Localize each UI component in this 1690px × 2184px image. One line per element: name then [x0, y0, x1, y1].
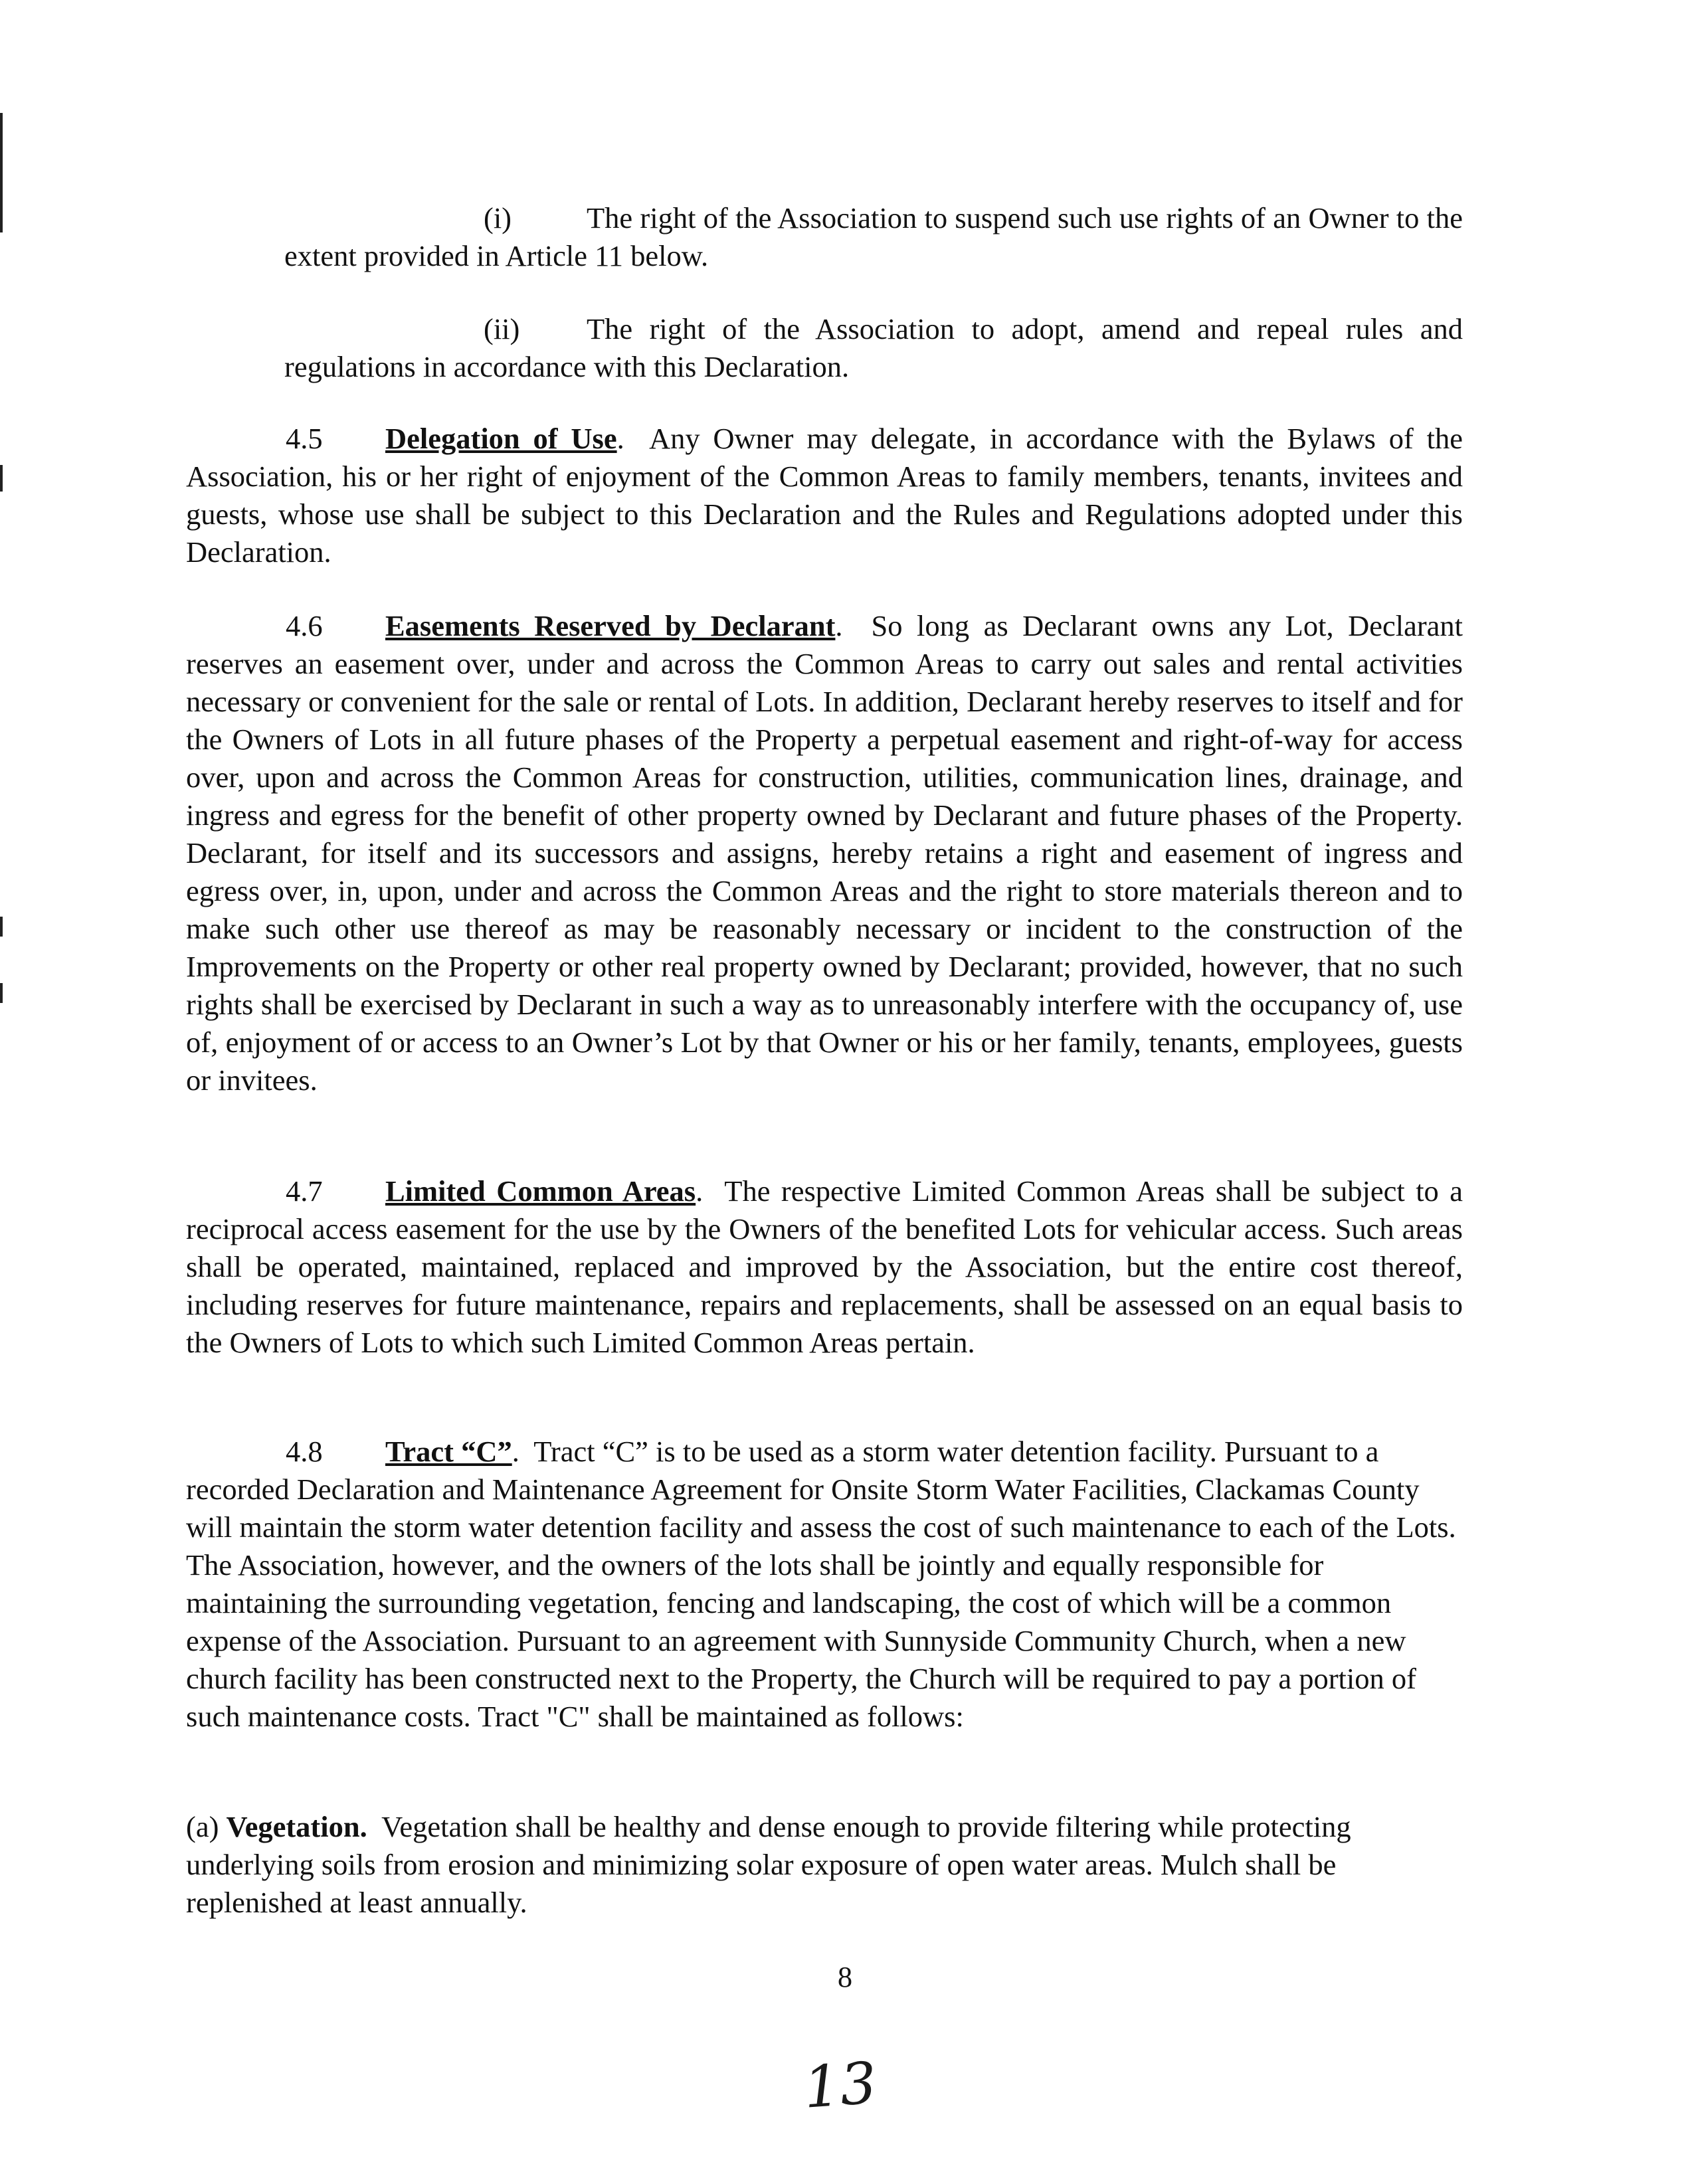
sub-item-number: (i)	[484, 201, 512, 234]
section-text: The respective Limited Common Areas shall be subject to a reciprocal access easement for the use by the Owners of the benefited Lots for vehicular access. Such areas shall be operated, maintained, replaced and improved by the Association, but the entire cost thereof, including reserves for future maintenance, repairs and replacements, shall be assessed on an equal basis to the Owners of Lots to which such Limited Common Areas pertain.	[186, 1174, 1463, 1359]
subsection-label: (a)	[186, 1810, 219, 1843]
section-number: 4.8	[286, 1435, 323, 1468]
handwritten-page-mark: 13	[801, 2050, 879, 2122]
page-number: 8	[837, 1960, 853, 1993]
section-4-8: 4.8 Tract “C”. Tract “C” is to be used as a storm water detention facility. Pursuant to a recorded Declaration and Maintenance Agreement for Onsite Storm Water Facilities, Clackamas County will maintain the storm water detention facility and assess the cost of such maintenance to each of the Lots. The Association, however, and the owners of the lots shall be jointly and equally responsible for maintaining the surrounding vegetation, fencing and landscaping, the cost of which will be a common expense of the Association. Pursuant to an agreement with Sunnyside Community Church, when a new church facility has been constructed next to the Property, the Church will be required to pay a portion of such maintenance costs. Tract "C" shall be maintained as follows:	[186, 1433, 1463, 1736]
section-4-7: 4.7 Limited Common Areas. The respective Limited Common Areas shall be subject to a reciprocal access easement for the use by the Owners of the benefited Lots for vehicular access. Such areas shall be operated, maintained, replaced and improved by the Association, but the entire cost thereof, including reserves for future maintenance, repairs and replacements, shall be assessed on an equal basis to the Owners of Lots to which such Limited Common Areas pertain.	[186, 1172, 1463, 1362]
sub-item-number: (ii)	[484, 312, 520, 345]
section-number: 4.5	[286, 422, 323, 455]
section-4-5: 4.5 Delegation of Use. Any Owner may delegate, in accordance with the Bylaws of the Association, his or her right of enjoyment of the Common Areas to family members, tenants, invitees and guests, whose use shall be subject to this Declaration and the Rules and Regulations adopted under this Declaration.	[186, 420, 1463, 571]
section-heading: Limited Common Areas	[385, 1174, 696, 1208]
subsection-text: Vegetation shall be healthy and dense enough to provide filtering while protecting underlying soils from erosion and minimizing solar exposure of open water areas. Mulch shall be replenished at least annually.	[186, 1810, 1351, 1919]
section-heading: Tract “C”	[385, 1435, 512, 1468]
section-text: Tract “C” is to be used as a storm water detention facility. Pursuant to a recorded Declaration and Maintenance Agreement for Onsite Storm Water Facilities, Clackamas County will maintain the storm water detention facility and assess the cost of such maintenance to each of the Lots. The Association, however, and the owners of the lots shall be jointly and equally responsible for maintaining the surrounding vegetation, fencing and landscaping, the cost of which will be a common expense of the Association. Pursuant to an agreement with Sunnyside Community Church, when a new church facility has been constructed next to the Property, the Church will be required to pay a portion of such maintenance costs. Tract "C" shall be maintained as follows:	[186, 1435, 1456, 1733]
scan-edge-mark	[0, 465, 3, 492]
sub-item-i	[284, 199, 1463, 275]
scan-edge-mark	[0, 983, 3, 1003]
section-heading: Easements Reserved by Declarant	[385, 609, 836, 642]
section-text: So long as Declarant owns any Lot, Declarant reserves an easement over, under and across the Common Areas to carry out sales and rental activities necessary or convenient for the sale or rental of Lots. In addition, Declarant hereby reserves to itself and for the Owners of Lots in all future phases of the Property a perpetual easement and right-of-way for access over, upon and across the Common Areas for construction, utilities, communication lines, drainage, and ingress and egress for the benefit of other property owned by Declarant and future phases of the Property. Declarant, for itself and its successors and assigns, hereby retains a right and easement of ingress and egress over, in, upon, under and across the Common Areas and the right to store materials thereon and to make such other use thereof as may be reasonably necessary or incident to the construction of the Improvements on the Property or other real property owned by Declarant; provided, however, that no such rights shall be exercised by Declarant in such a way as to unreasonably interfere with the occupancy of, use of, enjoyment of or access to an Owner’s Lot by that Owner or his or her family, tenants, employees, guests or invitees.	[186, 609, 1463, 1097]
scan-edge-mark	[0, 917, 3, 937]
subsection-heading: Vegetation.	[226, 1810, 367, 1843]
section-4-6: 4.6 Easements Reserved by Declarant. So long as Declarant owns any Lot, Declarant reserves an easement over, under and across the Common Areas to carry out sales and rental activities necessary or convenient for the sale or rental of Lots. In addition, Declarant hereby reserves to itself and for the Owners of Lots in all future phases of the Property a perpetual easement and right-of-way for access over, upon and across the Common Areas for construction, utilities, communication lines, drainage, and ingress and egress for the benefit of other property owned by Declarant and future phases of the Property. Declarant, for itself and its successors and assigns, hereby retains a right and easement of ingress and egress over, in, upon, under and across the Common Areas and the right to store materials thereon and to make such other use thereof as may be reasonably necessary or incident to the construction of the Improvements on the Property or other real property owned by Declarant; provided, however, that no such rights shall be exercised by Declarant in such a way as to unreasonably interfere with the occupancy of, use of, enjoyment of or access to an Owner’s Lot by that Owner or his or her family, tenants, employees, guests or invitees.	[186, 607, 1463, 1099]
section-number: 4.6	[286, 609, 323, 642]
section-number: 4.7	[286, 1174, 323, 1208]
sub-item-text: The right of the Association to suspend such use rights of an Owner to the extent provided in Article 11 below.	[284, 201, 1463, 272]
sub-item-ii	[284, 310, 1463, 386]
section-text: Any Owner may delegate, in accordance with the Bylaws of the Association, his or her right of enjoyment of the Common Areas to family members, tenants, invitees and guests, whose use shall be subject to this Declaration and the Rules and Regulations adopted under this Declaration.	[186, 422, 1463, 569]
scan-edge-mark	[0, 113, 3, 232]
section-heading: Delegation of Use	[385, 422, 617, 455]
sub-item-text: The right of the Association to adopt, amend and repeal rules and regulations in accordance with this Declaration.	[284, 312, 1463, 383]
subsection-vegetation	[186, 1808, 1463, 1922]
